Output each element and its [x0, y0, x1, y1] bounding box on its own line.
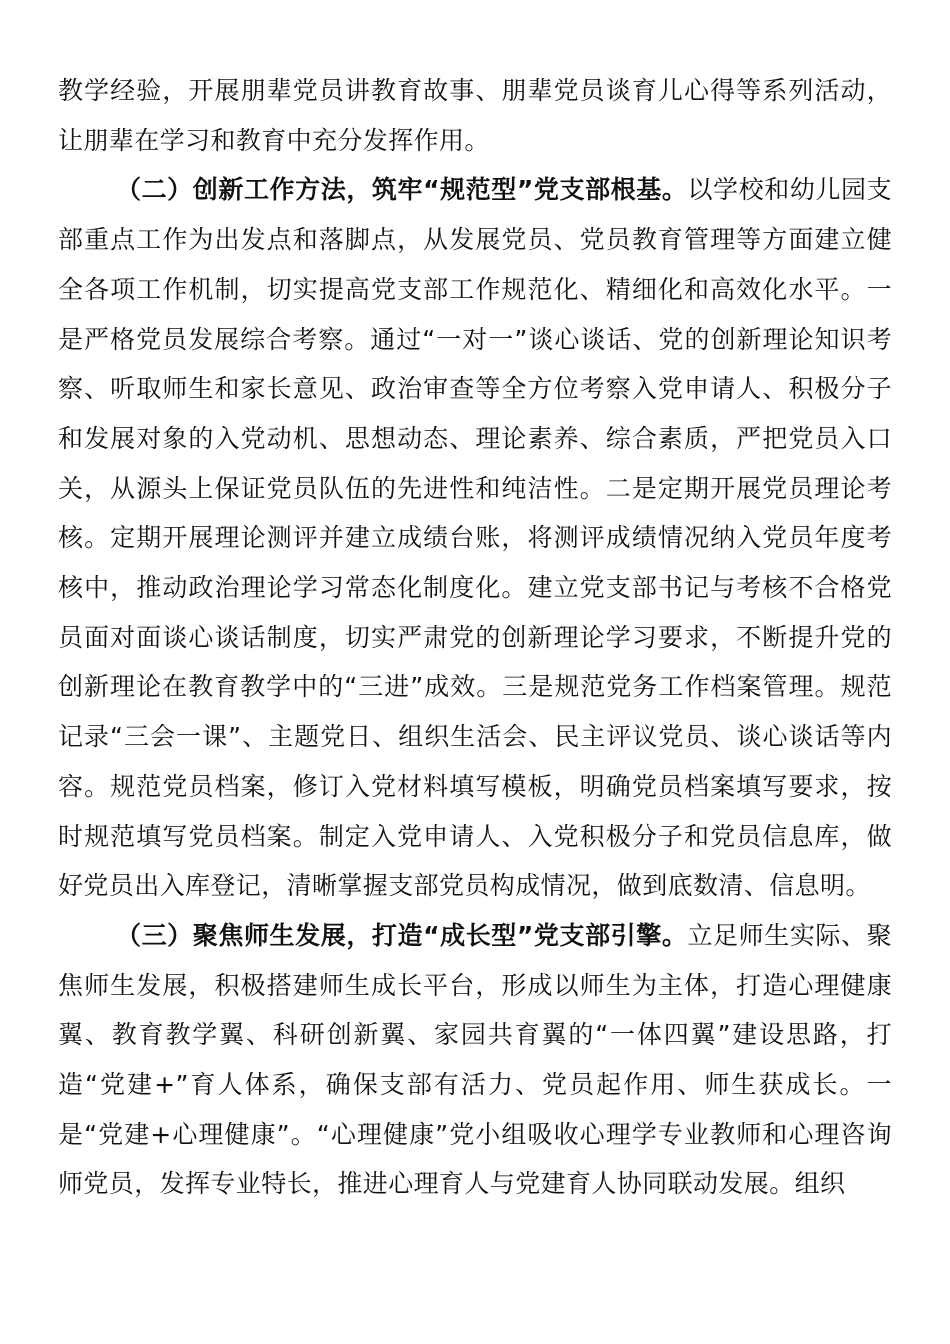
- paragraph-1: [58, 66, 892, 165]
- document-page: [58, 66, 892, 1209]
- paragraph-1-text: 教学经验，开展朋辈党员讲教育故事、朋辈党员谈育儿心得等系列活动，让朋辈在学习和教育中充分发挥作用。: [58, 76, 892, 155]
- section-heading-3: （三）聚焦师生发展，打造“成长型”党支部引擎。: [116, 920, 688, 950]
- section-heading-2: （二）创新工作方法，筑牢“规范型”党支部根基。: [116, 175, 688, 205]
- paragraph-2: [58, 165, 892, 911]
- paragraph-3: [58, 911, 892, 1209]
- paragraph-2-text: 以学校和幼儿园支部重点工作为出发点和落脚点，从发展党员、党员教育管理等方面建立健全各项工作机制，切实提高党支部工作规范化、精细化和高效化水平。一是严格党员发展综合考察。通过“一对一”谈心谈话、党的创新理论知识考察、听取师生和家长意见、政治审查等全方位考察入党申请人、积极分子和发展对象的入党动机、思想动态、理论素养、综合素质，严把党员入口关，从源头上保证党员队伍的先进性和纯洁性。二是定期开展党员理论考核。定期开展理论测评并建立成绩台账，将测评成绩情况纳入党员年度考核中，推动政治理论学习常态化制度化。建立党支部书记与考核不合格党员面对面谈心谈话制度，切实严肃党的创新理论学习要求，不断提升党的创新理论在教育教学中的“三进”成效。三是规范党务工作档案管理。规范记录“三会一课”、主题党日、组织生活会、民主评议党员、谈心谈话等内容。规范党员档案，修订入党材料填写模板，明确党员档案填写要求，按时规范填写党员档案。制定入党申请人、入党积极分子和党员信息库，做好党员出入库登记，清晰掌握支部党员构成情况，做到底数清、信息明。: [58, 175, 892, 901]
- paragraph-3-text: 立足师生实际、聚焦师生发展，积极搭建师生成长平台，形成以师生为主体，打造心理健康翼、教育教学翼、科研创新翼、家园共育翼的“一体四翼”建设思路，打造“党建+”育人体系，确保支部有活力、党员起作用、师生获成长。一是“党建+心理健康”。“心理健康”党小组吸收心理学专业教师和心理咨询师党员，发挥专业特长，推进心理育人与党建育人协同联动发展。组织: [58, 920, 892, 1199]
